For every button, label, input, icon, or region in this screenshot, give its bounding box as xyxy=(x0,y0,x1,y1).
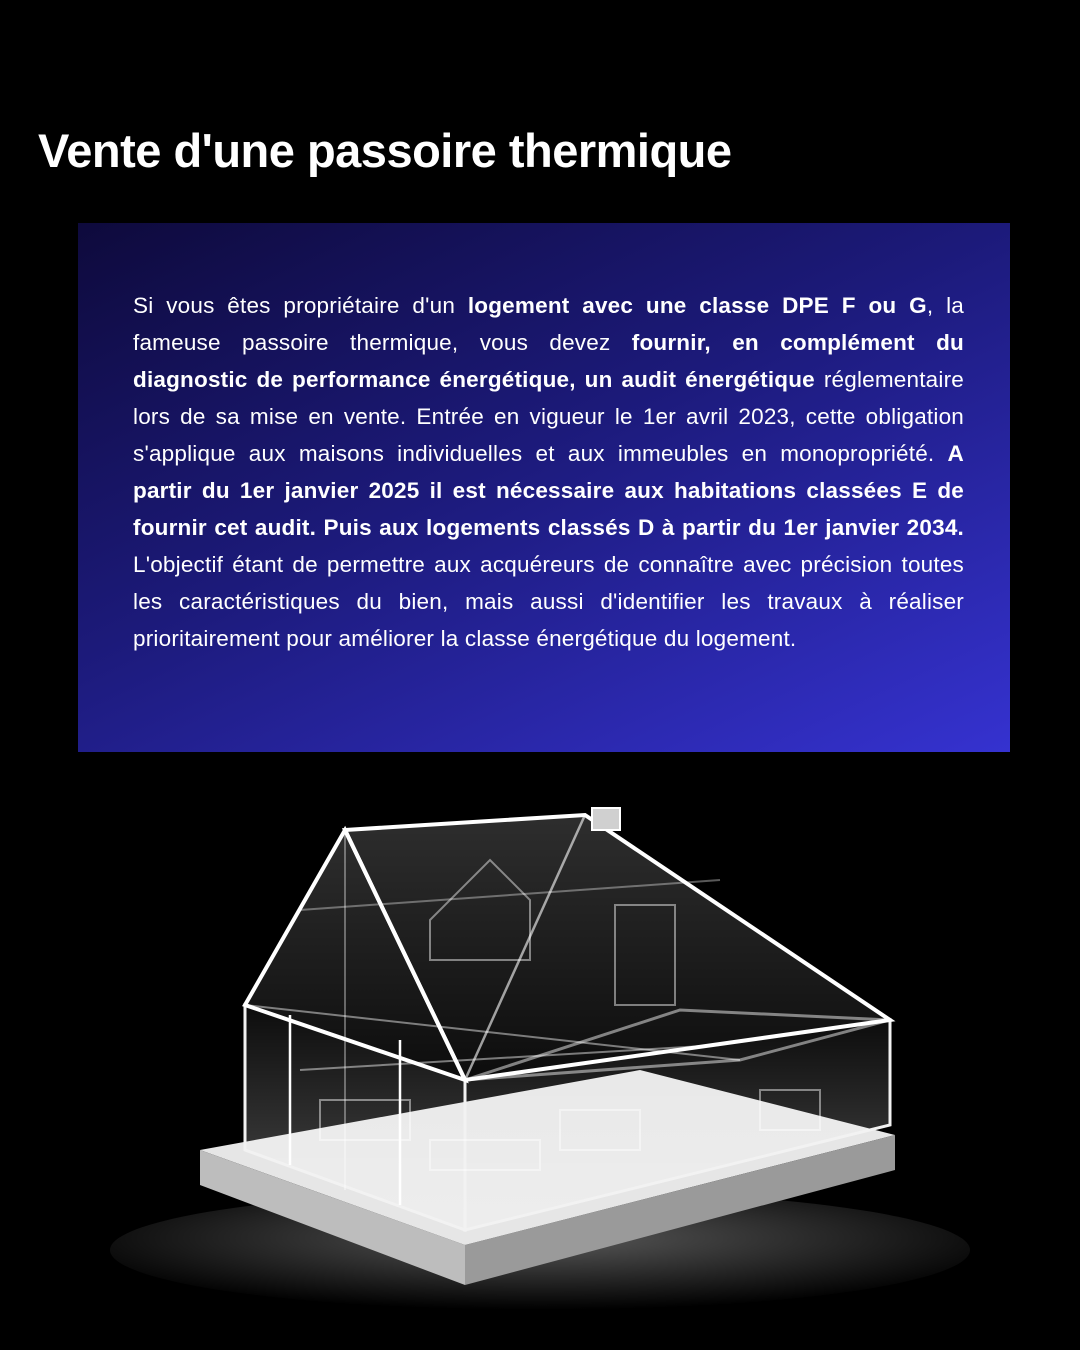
info-paragraph xyxy=(133,287,964,657)
highlight-dpe-class: logement avec une classe DPE F ou G xyxy=(467,293,927,318)
transparent-house-illustration xyxy=(0,770,1080,1350)
highlight-deadlines: A partir du 1er janvier 2025 il est nécessaire aux habitations classées E de fournir cet audit. Puis aux logements classés D à partir du 1er janvier 2034. xyxy=(133,441,964,540)
text-segment-2: , la fameuse passoire thermique, vous devez xyxy=(133,293,964,355)
text-segment-1: Si vous êtes propriétaire d'un xyxy=(133,293,468,318)
text-segment-4: L'objectif étant de permettre aux acquéreurs de connaître avec précision toutes les caractéristiques du bien, mais aussi d'identifier les travaux à réaliser prioritairement pour améliorer la classe énergétique du logement. xyxy=(133,552,964,651)
house-chimney xyxy=(592,808,620,830)
text-segment-3: réglementaire lors de sa mise en vente. Entrée en vigueur le 1er avril 2023, cette obligation s'applique aux maisons individuelles et aux immeubles en monopropriété. xyxy=(133,367,964,466)
highlight-audit-requirement: fournir, en complément du diagnostic de performance énergétique, un audit énergétique xyxy=(133,330,964,392)
page-title: Vente d'une passoire thermique xyxy=(38,124,732,177)
info-panel xyxy=(78,223,1010,752)
